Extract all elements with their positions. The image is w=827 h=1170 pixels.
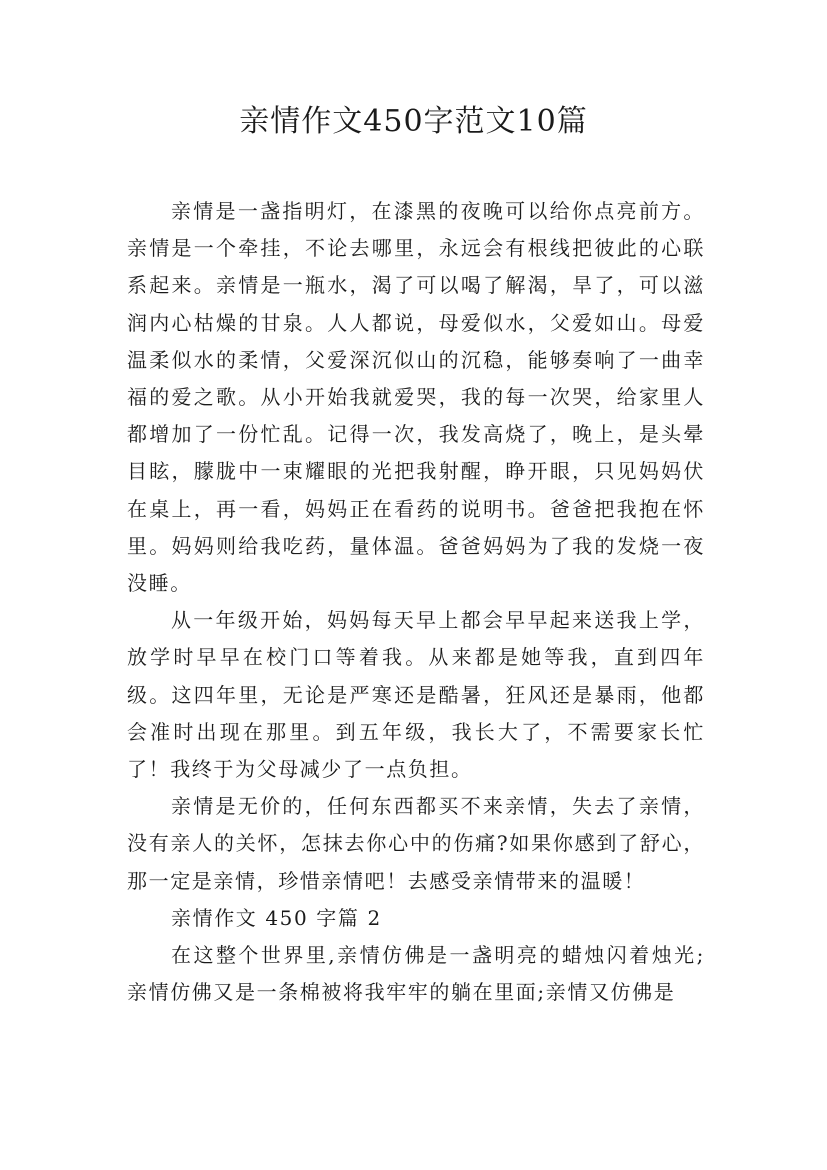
paragraph-2: 从一年级开始，妈妈每天早上都会早早起来送我上学，放学时早早在校门口等着我。从来都是她等我，直到四年级。这四年里，无论是严寒还是酷暑，狂风还是暴雨，他都会准时出现在那里。到五年级，我长大了，不需要家长忙了！我终于为父母减少了一点负担。 — [127, 608, 705, 782]
paragraph-4: 在这整个世界里,亲情仿佛是一盏明亮的蜡烛闪着烛光;亲情仿佛又是一条棉被将我牢牢的躺在里面;亲情又仿佛是 — [127, 943, 705, 1005]
paragraph-3: 亲情是无价的，任何东西都买不来亲情，失去了亲情，没有亲人的关怀，怎抹去你心中的伤痛?如果你感到了舒心，那一定是亲情，珍惜亲情吧！去感受亲情带来的温暖！ — [127, 794, 705, 893]
document-title: 亲情作文450字范文10篇 — [239, 104, 588, 139]
document-body — [127, 193, 705, 1011]
paragraph-1: 亲情是一盏指明灯，在漆黑的夜晚可以给你点亮前方。亲情是一个牵挂，不论去哪里，永远会有根线把彼此的心联系起来。亲情是一瓶水，渴了可以喝了解渴，旱了，可以滋润内心枯燥的甘泉。人人都说，母爱似水，父爱如山。母爱温柔似水的柔情，父爱深沉似山的沉稳，能够奏响了一曲幸福的爱之歌。从小开始我就爱哭，我的每一次哭，给家里人都增加了一份忙乱。记得一次，我发高烧了，晚上，是头晕目眩，朦胧中一束耀眼的光把我射醒，睁开眼，只见妈妈伏在桌上，再一看，妈妈正在看药的说明书。爸爸把我抱在怀里。妈妈则给我吃药，量体温。爸爸妈妈为了我的发烧一夜没睡。 — [127, 199, 705, 596]
section-subheading: 亲情作文 450 字篇 2 — [171, 905, 382, 930]
